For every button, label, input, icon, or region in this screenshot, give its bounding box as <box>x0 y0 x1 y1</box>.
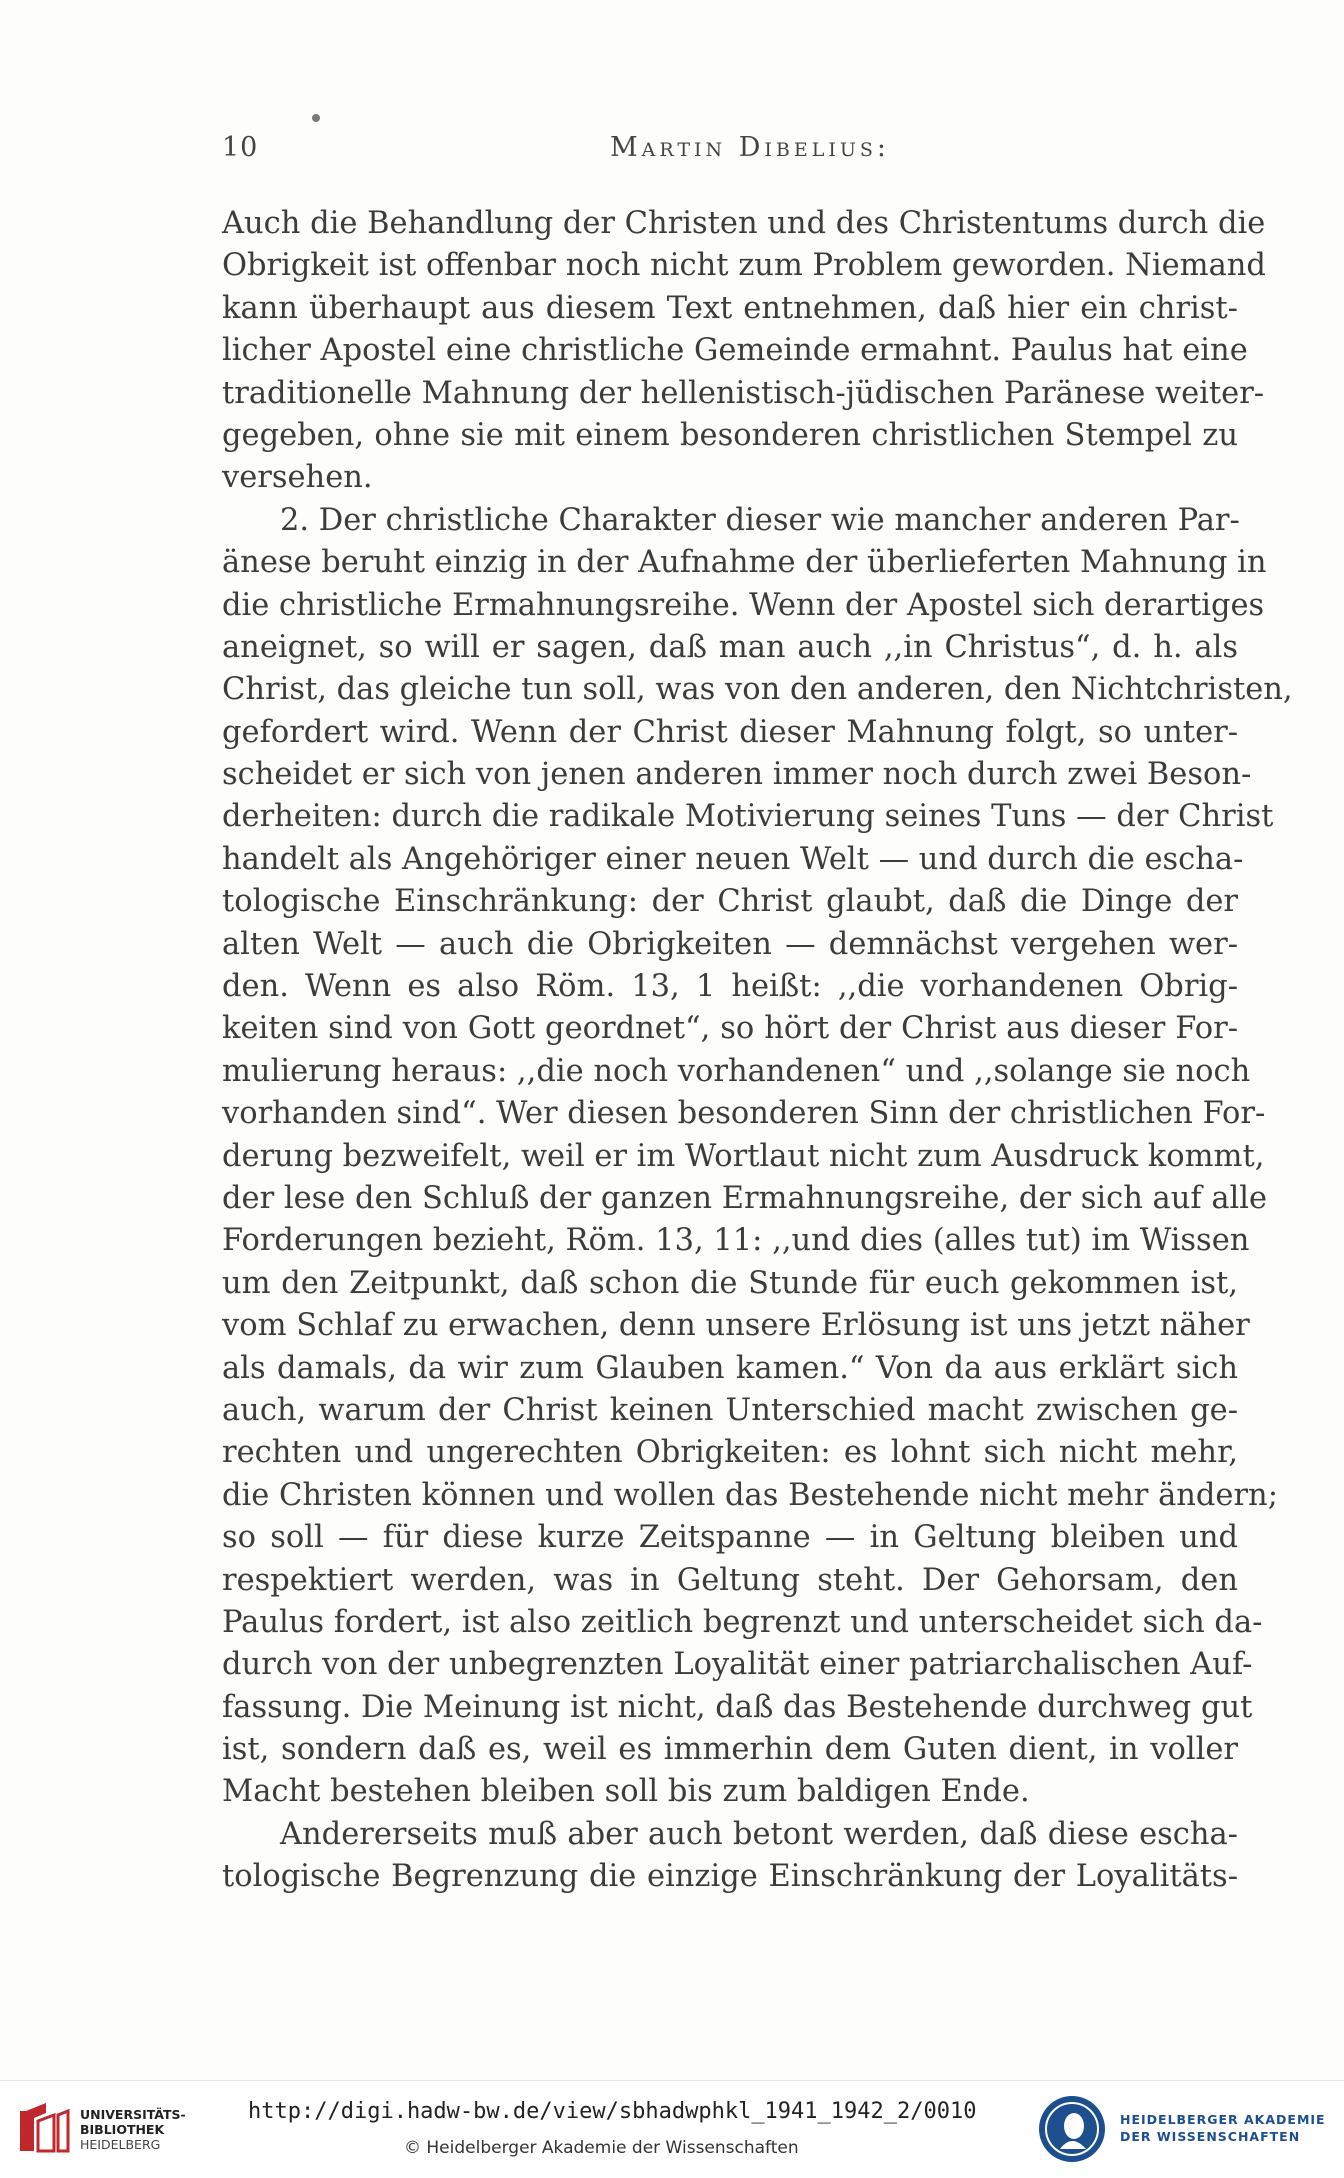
text-line: um den Zeitpunkt, daß schon die Stunde für euch gekommen ist, <box>222 1265 1238 1301</box>
text-line: Andererseits muß aber auch betont werden, daß diese escha- <box>280 1816 1238 1852</box>
text-line: tologische Einschränkung: der Christ glaubt, daß die Dinge der <box>222 884 1238 920</box>
text-line: Auch die Behandlung der Christen und des Christentums durch die <box>222 206 1266 241</box>
text-line: rechten und ungerechten Obrigkeiten: es lohnt sich nicht mehr, <box>222 1435 1238 1471</box>
text-line: vorhanden sind“. Wer diesen besonderen Sinn der christlichen For- <box>222 1096 1266 1132</box>
text-line: alten Welt — auch die Obrigkeiten — demnächst vergehen wer- <box>222 926 1238 962</box>
library-name-line: HEIDELBERG <box>80 2137 161 2152</box>
text-line: die Christen können und wollen das Bestehende nicht mehr ändern; <box>222 1477 1278 1513</box>
page-number: 10 <box>222 132 259 163</box>
text-line: Paulus fordert, ist also zeitlich begrenzt und unterscheidet sich da- <box>222 1604 1263 1640</box>
text-line: scheidet er sich von jenen anderen immer noch durch zwei Beson- <box>222 757 1252 793</box>
text-line: derheiten: durch die radikale Motivierung seines Tuns — der Christ <box>222 799 1274 835</box>
text-line: versehen. <box>222 460 373 496</box>
text-line: 2. Der christliche Charakter dieser wie mancher anderen Par- <box>280 502 1240 538</box>
text-line: keiten sind von Gott geordnet“, so hört der Christ aus dieser For- <box>222 1011 1238 1047</box>
library-name-line: BIBLIOTHEK <box>80 2122 165 2137</box>
text-line: handelt als Angehöriger einer neuen Welt — und durch die escha- <box>222 841 1244 877</box>
university-library-name <box>80 2107 186 2152</box>
text-line: aneignet, so will er sagen, daß man auch ,,in Christus“, d. h. als <box>222 629 1238 665</box>
text-line: gegeben, ohne sie mit einem besonderen christlichen Stempel zu <box>222 417 1238 453</box>
text-line: der lese den Schluß der ganzen Ermahnungsreihe, der sich auf alle <box>222 1180 1268 1216</box>
text-line: änese beruht einzig in der Aufnahme der überlieferten Mahnung in <box>222 545 1267 581</box>
text-line: vom Schlaf zu erwachen, denn unsere Erlösung ist uns jetzt näher <box>222 1308 1250 1344</box>
body-text <box>222 203 1293 1899</box>
text-line: durch von der unbegrenzten Loyalität einer patriarchalischen Auf- <box>222 1647 1253 1683</box>
academy-name-line: DER WISSENSCHAFTEN <box>1120 2129 1301 2144</box>
text-line: als damals, da wir zum Glauben kamen.“ Von da aus erklärt sich <box>222 1350 1238 1386</box>
text-line: respektiert werden, was in Geltung steht. Der Gehorsam, den <box>222 1562 1238 1598</box>
text-line: traditionelle Mahnung der hellenistisch-jüdischen Paränese weiter- <box>222 375 1265 411</box>
permalink-url[interactable]: http://digi.hadw-bw.de/view/sbhadwphkl_1941_1942_2/0010 <box>248 2099 977 2124</box>
text-line: so soll — für diese kurze Zeitspanne — in Geltung bleiben und <box>222 1520 1238 1556</box>
text-line: die christliche Ermahnungsreihe. Wenn der Apostel sich derartiges <box>222 587 1265 623</box>
text-line: Macht bestehen bleiben soll bis zum baldigen Ende. <box>222 1774 1030 1810</box>
academy-name <box>1120 2111 1326 2145</box>
text-line: Christ, das gleiche tun soll, was von den anderen, den Nichtchristen, <box>222 672 1293 708</box>
running-head-author: Martin Dibelius: <box>610 132 890 163</box>
text-line: auch, warum der Christ keinen Unterschied macht zwischen ge- <box>222 1392 1238 1428</box>
ink-speck <box>312 114 320 122</box>
academy-seal-icon <box>1036 2093 1108 2165</box>
text-line: tologische Begrenzung die einzige Einschränkung der Loyalitäts- <box>222 1859 1238 1895</box>
text-line: gefordert wird. Wenn der Christ dieser Mahnung folgt, so unter- <box>222 714 1238 750</box>
footer-bar <box>0 2080 1344 2178</box>
copyright-notice: © Heidelberger Akademie der Wissenschaften <box>404 2138 799 2158</box>
text-line: licher Apostel eine christliche Gemeinde ermahnt. Paulus hat eine <box>222 333 1248 369</box>
text-line: mulierung heraus: ,,die noch vorhandenen“ und ,,solange sie noch <box>222 1053 1251 1089</box>
university-library-logo-icon <box>12 2097 76 2161</box>
text-line: derung bezweifelt, weil er im Wortlaut nicht zum Ausdruck kommt, <box>222 1138 1265 1174</box>
academy-name-line: HEIDELBERGER AKADEMIE <box>1120 2112 1326 2127</box>
text-line: fassung. Die Meinung ist nicht, daß das Bestehende durchweg gut <box>222 1689 1253 1725</box>
text-line: kann überhaupt aus diesem Text entnehmen, daß hier ein christ- <box>222 290 1238 326</box>
text-line: ist, sondern daß es, weil es immerhin dem Guten dient, in voller <box>222 1732 1238 1768</box>
text-line: Forderungen bezieht, Röm. 13, 11: ,,und dies (alles tut) im Wissen <box>222 1223 1250 1259</box>
text-line: den. Wenn es also Röm. 13, 1 heißt: ,,die vorhandenen Obrig- <box>222 969 1238 1005</box>
running-head <box>222 132 1240 172</box>
text-line: Obrigkeit ist offenbar noch nicht zum Problem geworden. Niemand <box>222 248 1266 284</box>
library-name-line: UNIVERSITÄTS- <box>80 2107 186 2122</box>
